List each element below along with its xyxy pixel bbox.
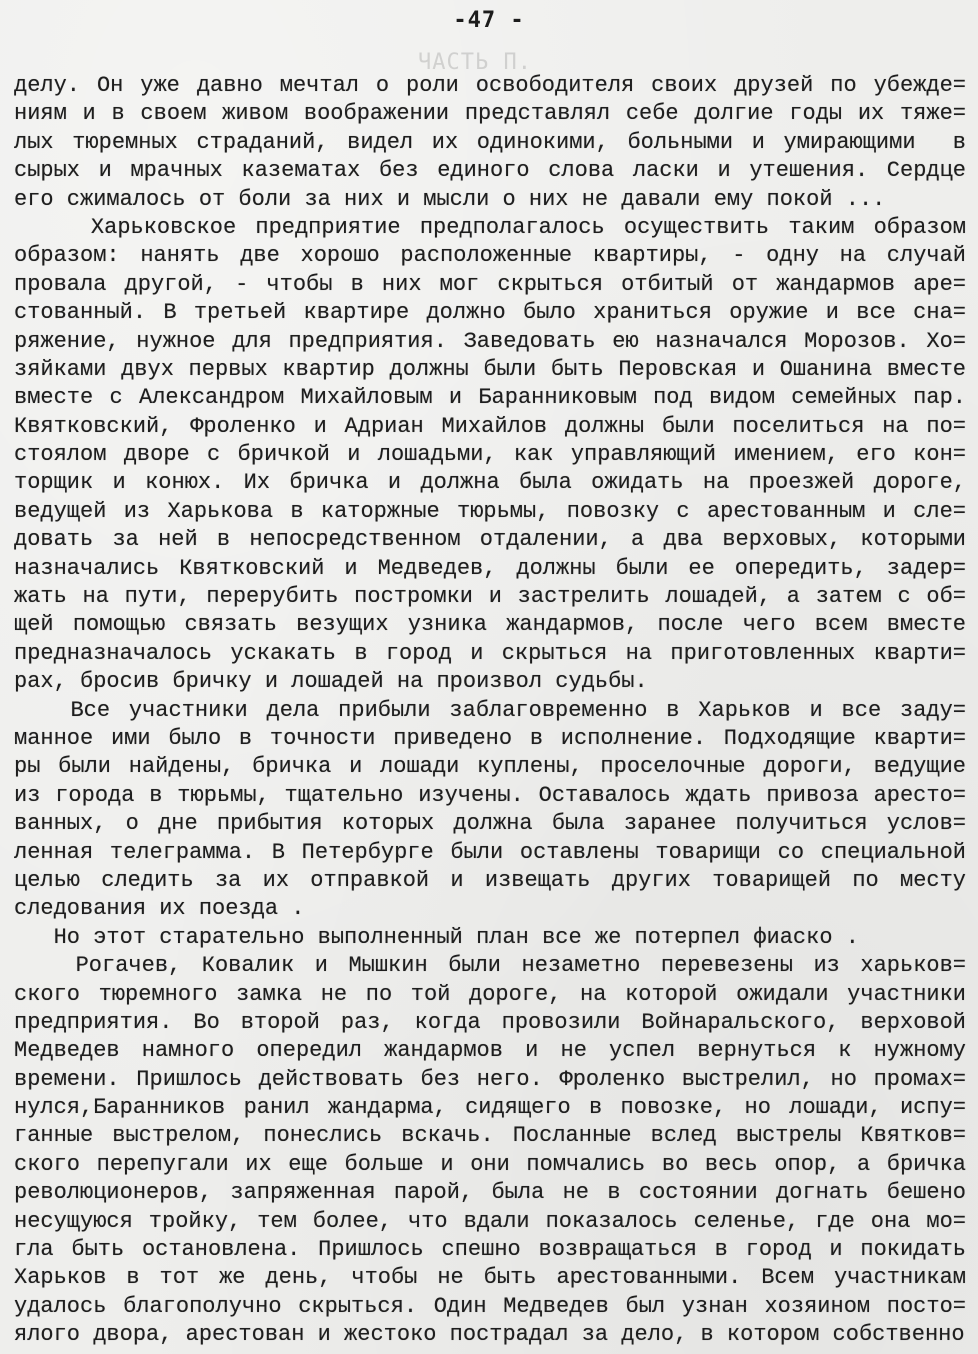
text-line: Все участники дела прибыли заблаговременно в Харьков и все заду= [14,697,966,723]
text-line: торщик и конюх. Их бричка и должна была ожидать на проезжей дороге, [14,470,966,496]
text-line: его сжималось от боли за них и мысли о них не давали ему покой ... [14,186,886,212]
text-line: времени. Пришлось действовать без него. Фроленко выстрелил, но промах= [14,1066,966,1092]
text-line: сырых и мрачных казематах без единого слова ласки и утешения. Сердце [14,158,966,184]
text-line: вместе с Александром Михайловым и Баранниковым под видом семейных пар. [14,385,966,411]
text-line: образом: нанять две хорошо расположенные квартиры, - одну на случай [14,243,966,269]
text-line: провала другой, - чтобы в них мог скрыться отбитый от жандармов аре= [14,271,966,297]
text-line: Харьковское предприятие предполагалось осуществить таким образом [14,214,966,240]
typewritten-text-body [14,72,966,1350]
text-line: ского тюремного замка не по той дороге, на которой ожидали участники [14,981,966,1007]
text-line: Но этот старательно выполненный план все же потерпел фиаско . [14,924,859,950]
text-line: ведущей из Харькова в каторжные тюрьмы, повозку с арестованным и сле= [14,498,966,524]
text-line: следования их поезда . [14,896,305,922]
text-line: ского перепугали их еще больше и они помчались во весь опор, а бричка [14,1151,966,1177]
text-line: стованный. В третьей квартире должно было храниться оружие и все сна= [14,300,966,326]
text-line: жать на пути, перерубить постромки и застрелить лошадей, а затем с об= [14,584,966,610]
text-line: ниям и в своем живом воображении представлял себе долгие годы их тяже= [14,101,966,127]
text-line: нулся,Баранников ранил жандарма, сидящего в повозке, но лошади, испу= [14,1095,966,1121]
text-line: революционеров, запряженная парой, была не в состоянии догнать бешено [14,1180,966,1206]
text-line: из города в тюрьмы, тщательно изучены. Оставалось ждать привоза аресто= [14,782,966,808]
text-line: ленная телеграмма. В Петербурге были оставлены товарищи со специальной [14,839,966,865]
text-line: Харьков в тот же день, чтобы не быть арестованными. Всем участникам [14,1265,966,1291]
text-line: удалось благополучно скрыться. Один Медведев был узнан хозяином посто= [14,1293,966,1319]
text-line: предприятия. Во второй раз, когда провозили Войнаральского, верховой [14,1009,966,1035]
text-line: щей помощью связать везущих узника жандармов, после чего всем вместе [14,612,966,638]
text-line: довать за ней в непосредственном отдалении, а два верховых, которыми [14,527,966,553]
text-line: ры были найдены, бричка и лошади куплены, проселочные дороги, ведущие [14,754,966,780]
text-line: ванных, о дне прибытия которых должна была заранее получиться услов= [14,811,966,837]
text-line: назначались Квятковский и Медведев, должны были ее опередить, задер= [14,555,966,581]
text-line: предназначалось ускакать в город и скрыться на приготовленных кварти= [14,640,966,666]
text-line: несущуюся тройку, тем более, что вдали показалось селенье, где она мо= [14,1208,966,1234]
text-line: целью следить за их отправкой и извещать других товарищей по месту [14,867,966,893]
page-number: -47 - [453,8,525,33]
text-line: ганные выстрелом, понеслись вскачь. Посланные вслед выстрелы Квятков= [14,1123,966,1149]
text-line: Медведев намного опередил жандармов и не успел вернуться к нужному [14,1038,966,1064]
text-line: Квятковский, Фроленко и Адриан Михайлов должны были поселиться на по= [14,413,966,439]
text-line: ряжение, нужное для предприятия. Заведовать ею назначался Морозов. Хо= [14,328,966,354]
text-line: гла быть остановлена. Пришлось спешно возвращаться в город и покидать [14,1237,966,1263]
text-line: лых тюремных страданий, видел их одинокими, больными и умирающими в [14,129,966,155]
text-line: стоялом дворе с бричкой и лошадьми, как управляющий имением, его кон= [14,442,966,468]
ghost-header: ЧАСТЬ П. [418,50,532,75]
text-line: делу. Он уже давно мечтал о роли освободителя своих друзей по убежде= [14,73,966,98]
text-line: Рогачев, Ковалик и Мышкин были незаметно перевезены из харьков= [14,953,966,979]
text-line: ялого двора, арестован и жестоко пострадал за дело, в котором собственно [14,1322,965,1348]
text-line: рах, бросив бричку и лошадей на произвол судьбы. [14,669,648,695]
text-line: манное ими было в точности приведено в исполнение. Подходящие кварти= [14,725,966,751]
text-line: зяйками двух первых квартир должны были быть Перовская и Ошанина вместе [14,356,966,382]
